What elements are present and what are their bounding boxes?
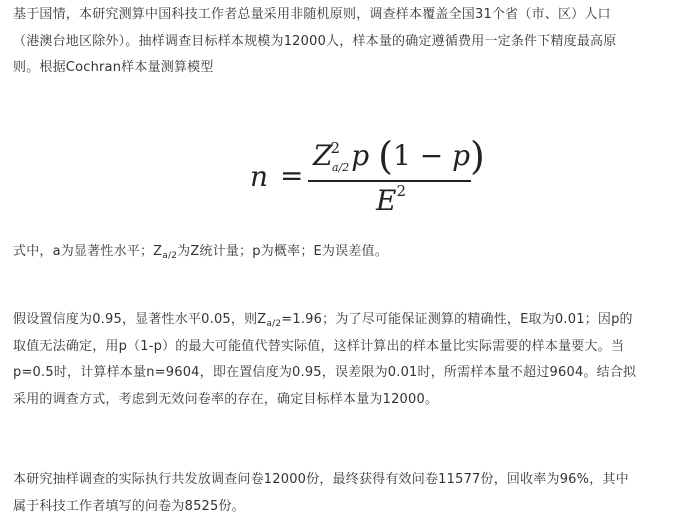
legend-text-post: 为Z统计量；p为概率；E为误差值。	[177, 244, 388, 259]
paragraph-line: 采用的调查方式，考虑到无效问卷率的存在，确定目标样本量为12000。	[13, 391, 439, 407]
formula-minus: −	[419, 139, 444, 172]
legend-text-pre: 式中，a为显著性水平；Z	[13, 244, 163, 259]
formula-e-exponent: 2	[396, 181, 406, 200]
formula-one: 1	[392, 139, 411, 172]
assumption-text-post: =1.96；为了尽可能保证测算的精确性，E取为0.01；因p的	[281, 312, 633, 327]
fraction-bar	[308, 180, 471, 182]
legend-subscript: a/2	[162, 251, 178, 261]
formula-denominator	[376, 181, 406, 217]
paragraph-line	[13, 239, 691, 266]
paragraph-line: 则。根据Cochran样本量测算模型	[13, 60, 214, 75]
assumption-subscript: a/2	[266, 319, 282, 329]
paragraph-line: （港澳台地区除外）。抽样调查目标样本规模为12000人，样本量的确定遵循费用一定条件下精度最高原	[13, 33, 617, 49]
formula-z: Z	[313, 139, 333, 172]
assumption-text-pre: 假设置信度为0.95，显著性水平0.05，则Z	[13, 312, 267, 327]
paragraph-intro	[13, 2, 691, 82]
paragraph-line: 基于国情，本研究测算中国科技工作者总量采用非随机原则，调查样本覆盖全国31个省（市、区）人口	[13, 7, 611, 22]
paragraph-line: 本研究抽样调查的实际执行共发放调查问卷12000份，最终获得有效问卷11577份，回收率为96%，其中	[13, 472, 629, 487]
formula-e: E	[376, 184, 397, 217]
formula-z-subscript: a/2	[332, 161, 350, 174]
paragraph-assumptions	[13, 307, 691, 413]
formula-right-paren: )	[470, 134, 485, 178]
paragraph-results	[13, 467, 691, 520]
cochran-formula	[250, 126, 485, 226]
paragraph-formula-legend	[13, 239, 691, 266]
formula-numerator	[313, 130, 485, 178]
formula-p: p	[452, 139, 470, 172]
formula-equals: =	[280, 159, 304, 192]
paragraph-line: p=0.5时，计算样本量n=9604，即在置信度为0.95，误差限为0.01时，所需样本量不超过9604。结合拟	[13, 365, 637, 380]
paragraph-line	[13, 307, 691, 334]
formula-z-exponent: 2	[330, 139, 341, 157]
paragraph-line: 属于科技工作者填写的问卷为8525份。	[13, 498, 245, 514]
formula-left-paren: (	[378, 134, 393, 178]
formula-lhs: n	[250, 160, 269, 193]
formula-p: p	[351, 139, 370, 172]
paragraph-line: 取值无法确定，用p（1-p）的最大可能值代替实际值，这样计算出的样本量比实际需要的样本量要大。当	[13, 338, 625, 354]
